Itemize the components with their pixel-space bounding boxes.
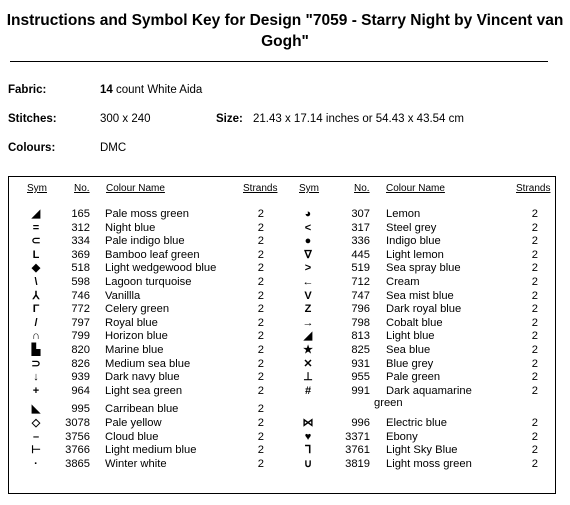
strands-count: 2 [531, 289, 538, 302]
right-row [0, 289, 570, 303]
strands-count: 2 [531, 208, 538, 220]
symbol-icon: ▙ [31, 344, 41, 356]
symbol-icon: ◆ [31, 262, 41, 275]
symbol-icon: – [32, 430, 40, 443]
right-row [0, 221, 570, 235]
strands-count: 2 [257, 330, 264, 343]
strands-count: 2 [531, 235, 538, 248]
right-row [0, 443, 570, 457]
colour-number: 931 [351, 357, 370, 370]
symbol-icon: ◢ [31, 208, 41, 220]
symbol-icon: ♥ [304, 430, 312, 443]
stitches-label: Stitches: [8, 113, 57, 125]
colours-value: DMC [100, 142, 127, 154]
symbol-icon: → [302, 316, 314, 329]
symbol-icon: < [304, 221, 312, 234]
colour-name: Light blue [386, 330, 435, 343]
colour-number: 3756 [65, 430, 90, 443]
colour-name: Light wedgewood blue [105, 262, 217, 275]
colour-name: Night blue [105, 221, 156, 234]
colour-name: Carribean blue [105, 403, 179, 416]
colour-name: Blue grey [386, 357, 434, 370]
symbol-icon: · [34, 457, 38, 470]
colour-name: Light lemon [386, 248, 444, 261]
colour-name-continued: green [374, 397, 403, 410]
size-value: 21.43 x 17.14 inches or 54.43 x 43.54 cm [253, 113, 464, 125]
colour-number: 3371 [345, 430, 370, 443]
symbol-icon: ⊃ [31, 357, 41, 370]
left-row [0, 402, 570, 416]
colour-name: Sea spray blue [386, 262, 461, 275]
symbol-icon: ⅄ [32, 289, 40, 302]
right-row [0, 248, 570, 262]
colour-number: 3761 [345, 444, 370, 457]
colour-number: 312 [71, 221, 90, 234]
symbol-icon: ∇ [304, 248, 312, 261]
symbol-icon: ∪ [303, 457, 313, 470]
colour-number: 712 [351, 276, 370, 288]
colour-number: 336 [351, 235, 370, 248]
colour-number: 955 [351, 371, 370, 384]
symbol-icon: ⊂ [31, 235, 41, 248]
colour-name: Horizon blue [105, 330, 168, 343]
strands-count: 2 [531, 276, 538, 288]
symbol-icon: L [32, 248, 40, 261]
title-line-1: Instructions and Symbol Key for Design "7059 - Starry Night by Vincent van [6, 12, 564, 29]
colour-name: Cloud blue [105, 430, 159, 443]
colour-name: Vanillla [105, 289, 141, 302]
colour-number: 307 [351, 208, 370, 220]
right-row [0, 430, 570, 444]
strands-count: 2 [531, 303, 538, 316]
header-sym-left: Sym [27, 183, 47, 194]
colour-number: 598 [71, 276, 90, 288]
colour-name: Royal blue [105, 316, 158, 329]
symbol-icon: Γ [32, 303, 40, 316]
colour-name: Steel grey [386, 221, 437, 234]
strands-count: 2 [257, 457, 264, 470]
symbol-icon: Z [304, 303, 312, 316]
header-sym-right: Sym [299, 183, 319, 194]
strands-count: 2 [257, 403, 264, 416]
colour-number: 996 [351, 417, 370, 429]
symbol-icon: ✕ [303, 357, 313, 370]
strands-count: 2 [531, 430, 538, 443]
fabric-text: count White Aida [116, 84, 203, 96]
strands-count: 2 [531, 262, 538, 275]
header-name-left: Colour Name [106, 183, 165, 194]
colour-number: 991 [351, 384, 370, 397]
strands-count: 2 [257, 303, 264, 316]
colour-number: 772 [71, 303, 90, 316]
colour-name: Bamboo leaf green [105, 248, 200, 261]
colour-number: 445 [351, 248, 370, 261]
strands-count: 2 [257, 289, 264, 302]
symbol-icon: ◣ [31, 403, 41, 416]
strands-count: 2 [257, 444, 264, 457]
colours-label: Colours: [8, 142, 56, 154]
strands-count: 2 [531, 221, 538, 234]
strands-count: 2 [531, 344, 538, 356]
colour-name: Dark navy blue [105, 371, 180, 384]
right-row [0, 384, 570, 398]
colour-number: 799 [71, 330, 90, 343]
colour-number: 369 [71, 248, 90, 261]
colour-number: 518 [71, 262, 90, 275]
colour-number: 746 [71, 289, 90, 302]
strands-count: 2 [257, 344, 264, 356]
colour-name: Lemon [386, 208, 421, 220]
colour-name: Indigo blue [386, 235, 441, 248]
symbol-icon: # [304, 384, 312, 397]
right-row [0, 329, 570, 343]
strands-count: 2 [531, 316, 538, 329]
strands-count: 2 [257, 235, 264, 248]
colour-number: 995 [71, 403, 90, 416]
strands-count: 2 [257, 316, 264, 329]
symbol-icon: ⊥ [303, 371, 313, 384]
colour-name: Light Sky Blue [386, 444, 458, 457]
right-row [0, 343, 570, 357]
strands-count: 2 [531, 384, 538, 397]
colour-name: Marine blue [105, 344, 164, 356]
right-row [0, 275, 570, 289]
colour-number: 3766 [65, 444, 90, 457]
colour-name: Pale green [386, 371, 441, 384]
strands-count: 2 [257, 371, 264, 384]
colour-number: 165 [71, 208, 90, 220]
title-line-2: Gogh" [261, 33, 309, 50]
fabric-count: 14 [100, 84, 113, 96]
strands-count: 2 [531, 330, 538, 343]
colour-number: 747 [351, 289, 370, 302]
colour-name: Light medium blue [105, 444, 197, 457]
colour-name: Pale indigo blue [105, 235, 185, 248]
strands-count: 2 [531, 457, 538, 470]
colour-number: 796 [351, 303, 370, 316]
strands-count: 2 [257, 417, 264, 429]
colour-name: Electric blue [386, 417, 447, 429]
right-row [0, 261, 570, 275]
colour-name: Dark royal blue [386, 303, 462, 316]
colour-name: Celery green [105, 303, 170, 316]
symbol-icon: > [304, 262, 312, 275]
colour-name: Dark aquamarine [386, 384, 472, 397]
strands-count: 2 [531, 371, 538, 384]
colour-name: Pale moss green [105, 208, 189, 220]
colour-number: 3078 [65, 417, 90, 429]
colour-number: 3819 [345, 457, 370, 470]
symbol-icon: ∩ [32, 330, 40, 343]
strands-count: 2 [531, 417, 538, 429]
colour-name: Lagoon turquoise [105, 276, 192, 288]
right-row [0, 457, 570, 471]
colour-name: Cream [386, 276, 420, 288]
colour-name: Ebony [386, 430, 418, 443]
symbol-icon: ◕ [304, 208, 312, 220]
symbol-icon: ◢ [303, 330, 313, 343]
colour-number: 334 [71, 235, 90, 248]
colour-number: 813 [351, 330, 370, 343]
header-name-right: Colour Name [386, 183, 445, 194]
strands-count: 2 [257, 430, 264, 443]
symbol-icon: ⋈ [302, 417, 314, 429]
fabric-label: Fabric: [8, 84, 47, 96]
strands-count: 2 [257, 276, 264, 288]
colour-number: 939 [71, 371, 90, 384]
strands-count: 2 [257, 248, 264, 261]
colour-name: Medium sea blue [105, 357, 191, 370]
colour-number: 519 [351, 262, 370, 275]
colour-name: Sea blue [386, 344, 431, 356]
symbol-icon: V [304, 289, 312, 302]
colour-name: Winter white [105, 457, 167, 470]
symbol-icon: + [32, 384, 40, 397]
symbol-icon: = [32, 221, 40, 234]
right-row [0, 370, 570, 384]
symbol-icon: ◇ [31, 417, 41, 429]
colour-number: 825 [351, 344, 370, 356]
strands-count: 2 [531, 248, 538, 261]
colour-name: Cobalt blue [386, 316, 443, 329]
symbol-icon: ← [302, 276, 314, 288]
colour-name: Pale yellow [105, 417, 162, 429]
symbol-icon: \ [34, 276, 38, 288]
colour-number: 3865 [65, 457, 90, 470]
right-row [0, 234, 570, 248]
fabric-value [100, 84, 202, 96]
page-title [0, 10, 570, 52]
colour-name: Light sea green [105, 384, 183, 397]
colour-number: 826 [71, 357, 90, 370]
right-row [0, 207, 570, 221]
header-no-right: No. [354, 183, 370, 194]
divider [10, 61, 548, 62]
strands-count: 2 [257, 384, 264, 397]
symbol-icon: ⊢ [31, 444, 41, 457]
header-no-left: No. [74, 183, 90, 194]
symbol-icon: ↓ [33, 371, 39, 384]
right-row [0, 316, 570, 330]
strands-count: 2 [257, 357, 264, 370]
header-strands-left: Strands [243, 183, 278, 194]
strands-count: 2 [257, 208, 264, 220]
stitches-value: 300 x 240 [100, 113, 151, 125]
right-row [0, 416, 570, 430]
colour-number: 820 [71, 344, 90, 356]
symbol-icon: / [34, 316, 38, 329]
symbol-icon: ᒣ [304, 444, 312, 457]
colour-number: 797 [71, 316, 90, 329]
colour-name: Light moss green [386, 457, 472, 470]
right-row [0, 357, 570, 371]
colour-number: 964 [71, 384, 90, 397]
colour-number: 798 [351, 316, 370, 329]
size-label: Size: [216, 113, 243, 125]
strands-count: 2 [257, 262, 264, 275]
symbol-icon: ● [304, 235, 312, 248]
right-row [0, 302, 570, 316]
strands-count: 2 [257, 221, 264, 234]
strands-count: 2 [531, 357, 538, 370]
header-strands-right: Strands [516, 183, 551, 194]
strands-count: 2 [531, 444, 538, 457]
colour-number: 317 [351, 221, 370, 234]
colour-name: Sea mist blue [386, 289, 454, 302]
symbol-icon: ★ [303, 344, 313, 356]
